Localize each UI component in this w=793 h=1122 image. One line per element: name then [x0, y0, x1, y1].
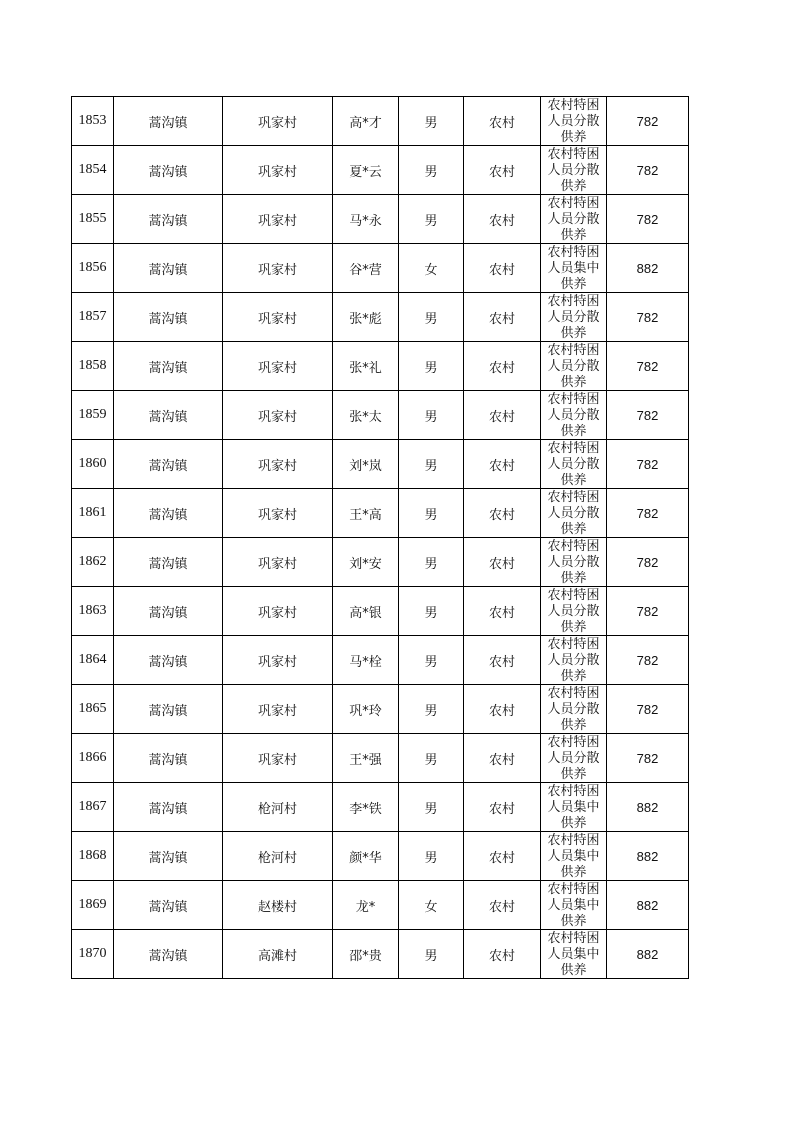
- table-row: [72, 342, 689, 391]
- area-type-cell: 农村: [464, 489, 541, 538]
- row-number-cell: 1858: [72, 342, 114, 391]
- table-row: [72, 195, 689, 244]
- village-cell: 赵楼村: [223, 881, 333, 930]
- sex-cell: 男: [399, 930, 464, 979]
- village-cell: 巩家村: [223, 293, 333, 342]
- village-cell: 巩家村: [223, 440, 333, 489]
- row-number-cell: 1856: [72, 244, 114, 293]
- table-row: [72, 930, 689, 979]
- table-row: [72, 538, 689, 587]
- town-cell: 蒿沟镇: [114, 930, 223, 979]
- sex-cell: 男: [399, 146, 464, 195]
- village-cell: 巩家村: [223, 489, 333, 538]
- amount-cell: 782: [607, 489, 689, 538]
- town-cell: 蒿沟镇: [114, 538, 223, 587]
- aid-category-text: 农村特困人员分散供养: [547, 539, 600, 585]
- table-row: [72, 489, 689, 538]
- amount-cell: 782: [607, 195, 689, 244]
- town-cell: 蒿沟镇: [114, 832, 223, 881]
- sex-cell: 男: [399, 342, 464, 391]
- amount-cell: 782: [607, 685, 689, 734]
- town-cell: 蒿沟镇: [114, 685, 223, 734]
- person-name-cell: 张*彪: [333, 293, 399, 342]
- table-body: [72, 97, 689, 979]
- area-type-cell: 农村: [464, 195, 541, 244]
- village-cell: 巩家村: [223, 538, 333, 587]
- row-number-cell: 1864: [72, 636, 114, 685]
- aid-category-cell: [541, 538, 607, 587]
- recipient-table: [71, 96, 689, 979]
- aid-category-cell: [541, 832, 607, 881]
- aid-category-text: 农村特困人员分散供养: [547, 196, 600, 242]
- area-type-cell: 农村: [464, 293, 541, 342]
- person-name-cell: 刘*安: [333, 538, 399, 587]
- row-number-cell: 1865: [72, 685, 114, 734]
- town-cell: 蒿沟镇: [114, 244, 223, 293]
- village-cell: 高滩村: [223, 930, 333, 979]
- table-row: [72, 636, 689, 685]
- person-name-cell: 刘*岚: [333, 440, 399, 489]
- row-number-cell: 1867: [72, 783, 114, 832]
- table-row: [72, 97, 689, 146]
- person-name-cell: 高*才: [333, 97, 399, 146]
- aid-category-cell: [541, 440, 607, 489]
- amount-cell: 782: [607, 734, 689, 783]
- aid-category-cell: [541, 881, 607, 930]
- row-number-cell: 1855: [72, 195, 114, 244]
- area-type-cell: 农村: [464, 391, 541, 440]
- table-row: [72, 734, 689, 783]
- town-cell: 蒿沟镇: [114, 342, 223, 391]
- table-row: [72, 293, 689, 342]
- amount-cell: 782: [607, 440, 689, 489]
- person-name-cell: 夏*云: [333, 146, 399, 195]
- table-row: [72, 783, 689, 832]
- village-cell: 枪河村: [223, 783, 333, 832]
- village-cell: 巩家村: [223, 391, 333, 440]
- person-name-cell: 高*银: [333, 587, 399, 636]
- town-cell: 蒿沟镇: [114, 97, 223, 146]
- aid-category-text: 农村特困人员分散供养: [547, 147, 600, 193]
- town-cell: 蒿沟镇: [114, 293, 223, 342]
- aid-category-cell: [541, 342, 607, 391]
- aid-category-cell: [541, 685, 607, 734]
- town-cell: 蒿沟镇: [114, 146, 223, 195]
- amount-cell: 882: [607, 881, 689, 930]
- sex-cell: 男: [399, 195, 464, 244]
- aid-category-cell: [541, 244, 607, 293]
- aid-category-text: 农村特困人员分散供养: [547, 98, 600, 144]
- area-type-cell: 农村: [464, 734, 541, 783]
- area-type-cell: 农村: [464, 930, 541, 979]
- town-cell: 蒿沟镇: [114, 391, 223, 440]
- person-name-cell: 王*强: [333, 734, 399, 783]
- area-type-cell: 农村: [464, 146, 541, 195]
- person-name-cell: 谷*营: [333, 244, 399, 293]
- table-row: [72, 685, 689, 734]
- aid-category-cell: [541, 587, 607, 636]
- person-name-cell: 马*栓: [333, 636, 399, 685]
- row-number-cell: 1862: [72, 538, 114, 587]
- village-cell: 巩家村: [223, 587, 333, 636]
- row-number-cell: 1866: [72, 734, 114, 783]
- aid-category-cell: [541, 636, 607, 685]
- area-type-cell: 农村: [464, 440, 541, 489]
- aid-category-text: 农村特困人员分散供养: [547, 686, 600, 732]
- table-row: [72, 244, 689, 293]
- row-number-cell: 1857: [72, 293, 114, 342]
- amount-cell: 782: [607, 293, 689, 342]
- person-name-cell: 龙*: [333, 881, 399, 930]
- row-number-cell: 1869: [72, 881, 114, 930]
- aid-category-text: 农村特困人员集中供养: [547, 931, 600, 977]
- person-name-cell: 张*太: [333, 391, 399, 440]
- sex-cell: 男: [399, 832, 464, 881]
- village-cell: 巩家村: [223, 195, 333, 244]
- area-type-cell: 农村: [464, 881, 541, 930]
- sex-cell: 男: [399, 636, 464, 685]
- village-cell: 枪河村: [223, 832, 333, 881]
- aid-category-text: 农村特困人员分散供养: [547, 588, 600, 634]
- village-cell: 巩家村: [223, 146, 333, 195]
- sex-cell: 男: [399, 293, 464, 342]
- village-cell: 巩家村: [223, 734, 333, 783]
- town-cell: 蒿沟镇: [114, 587, 223, 636]
- sex-cell: 男: [399, 440, 464, 489]
- sex-cell: 男: [399, 685, 464, 734]
- table-row: [72, 832, 689, 881]
- amount-cell: 782: [607, 587, 689, 636]
- village-cell: 巩家村: [223, 244, 333, 293]
- town-cell: 蒿沟镇: [114, 489, 223, 538]
- person-name-cell: 李*铁: [333, 783, 399, 832]
- aid-category-cell: [541, 293, 607, 342]
- amount-cell: 882: [607, 930, 689, 979]
- row-number-cell: 1853: [72, 97, 114, 146]
- aid-category-cell: [541, 734, 607, 783]
- amount-cell: 782: [607, 342, 689, 391]
- row-number-cell: 1863: [72, 587, 114, 636]
- row-number-cell: 1870: [72, 930, 114, 979]
- area-type-cell: 农村: [464, 685, 541, 734]
- aid-category-text: 农村特困人员分散供养: [547, 392, 600, 438]
- sex-cell: 男: [399, 538, 464, 587]
- person-name-cell: 马*永: [333, 195, 399, 244]
- aid-category-text: 农村特困人员分散供养: [547, 637, 600, 683]
- area-type-cell: 农村: [464, 636, 541, 685]
- aid-category-text: 农村特困人员分散供养: [547, 490, 600, 536]
- village-cell: 巩家村: [223, 685, 333, 734]
- sex-cell: 男: [399, 734, 464, 783]
- person-name-cell: 张*礼: [333, 342, 399, 391]
- area-type-cell: 农村: [464, 832, 541, 881]
- row-number-cell: 1861: [72, 489, 114, 538]
- town-cell: 蒿沟镇: [114, 195, 223, 244]
- village-cell: 巩家村: [223, 342, 333, 391]
- aid-category-text: 农村特困人员集中供养: [547, 784, 600, 830]
- sex-cell: 男: [399, 783, 464, 832]
- town-cell: 蒿沟镇: [114, 636, 223, 685]
- aid-category-text: 农村特困人员分散供养: [547, 343, 600, 389]
- table-row: [72, 146, 689, 195]
- aid-category-text: 农村特困人员分散供养: [547, 735, 600, 781]
- table-row: [72, 881, 689, 930]
- amount-cell: 782: [607, 97, 689, 146]
- area-type-cell: 农村: [464, 97, 541, 146]
- area-type-cell: 农村: [464, 244, 541, 293]
- row-number-cell: 1854: [72, 146, 114, 195]
- sex-cell: 男: [399, 587, 464, 636]
- aid-category-text: 农村特困人员分散供养: [547, 441, 600, 487]
- recipient-table-sheet: [71, 96, 689, 979]
- sex-cell: 女: [399, 881, 464, 930]
- person-name-cell: 巩*玲: [333, 685, 399, 734]
- amount-cell: 882: [607, 244, 689, 293]
- aid-category-cell: [541, 930, 607, 979]
- aid-category-text: 农村特困人员集中供养: [547, 245, 600, 291]
- town-cell: 蒿沟镇: [114, 440, 223, 489]
- aid-category-cell: [541, 391, 607, 440]
- aid-category-cell: [541, 97, 607, 146]
- area-type-cell: 农村: [464, 342, 541, 391]
- amount-cell: 782: [607, 538, 689, 587]
- area-type-cell: 农村: [464, 538, 541, 587]
- aid-category-cell: [541, 783, 607, 832]
- area-type-cell: 农村: [464, 783, 541, 832]
- sex-cell: 男: [399, 489, 464, 538]
- table-row: [72, 440, 689, 489]
- row-number-cell: 1868: [72, 832, 114, 881]
- town-cell: 蒿沟镇: [114, 734, 223, 783]
- sex-cell: 男: [399, 391, 464, 440]
- person-name-cell: 邵*贵: [333, 930, 399, 979]
- sex-cell: 女: [399, 244, 464, 293]
- village-cell: 巩家村: [223, 97, 333, 146]
- town-cell: 蒿沟镇: [114, 881, 223, 930]
- aid-category-text: 农村特困人员集中供养: [547, 833, 600, 879]
- row-number-cell: 1860: [72, 440, 114, 489]
- aid-category-cell: [541, 489, 607, 538]
- aid-category-cell: [541, 146, 607, 195]
- table-row: [72, 391, 689, 440]
- table-row: [72, 587, 689, 636]
- row-number-cell: 1859: [72, 391, 114, 440]
- aid-category-text: 农村特困人员集中供养: [547, 882, 600, 928]
- village-cell: 巩家村: [223, 636, 333, 685]
- amount-cell: 782: [607, 391, 689, 440]
- person-name-cell: 王*高: [333, 489, 399, 538]
- amount-cell: 882: [607, 832, 689, 881]
- area-type-cell: 农村: [464, 587, 541, 636]
- aid-category-cell: [541, 195, 607, 244]
- amount-cell: 882: [607, 783, 689, 832]
- sex-cell: 男: [399, 97, 464, 146]
- amount-cell: 782: [607, 146, 689, 195]
- town-cell: 蒿沟镇: [114, 783, 223, 832]
- person-name-cell: 颜*华: [333, 832, 399, 881]
- amount-cell: 782: [607, 636, 689, 685]
- aid-category-text: 农村特困人员分散供养: [547, 294, 600, 340]
